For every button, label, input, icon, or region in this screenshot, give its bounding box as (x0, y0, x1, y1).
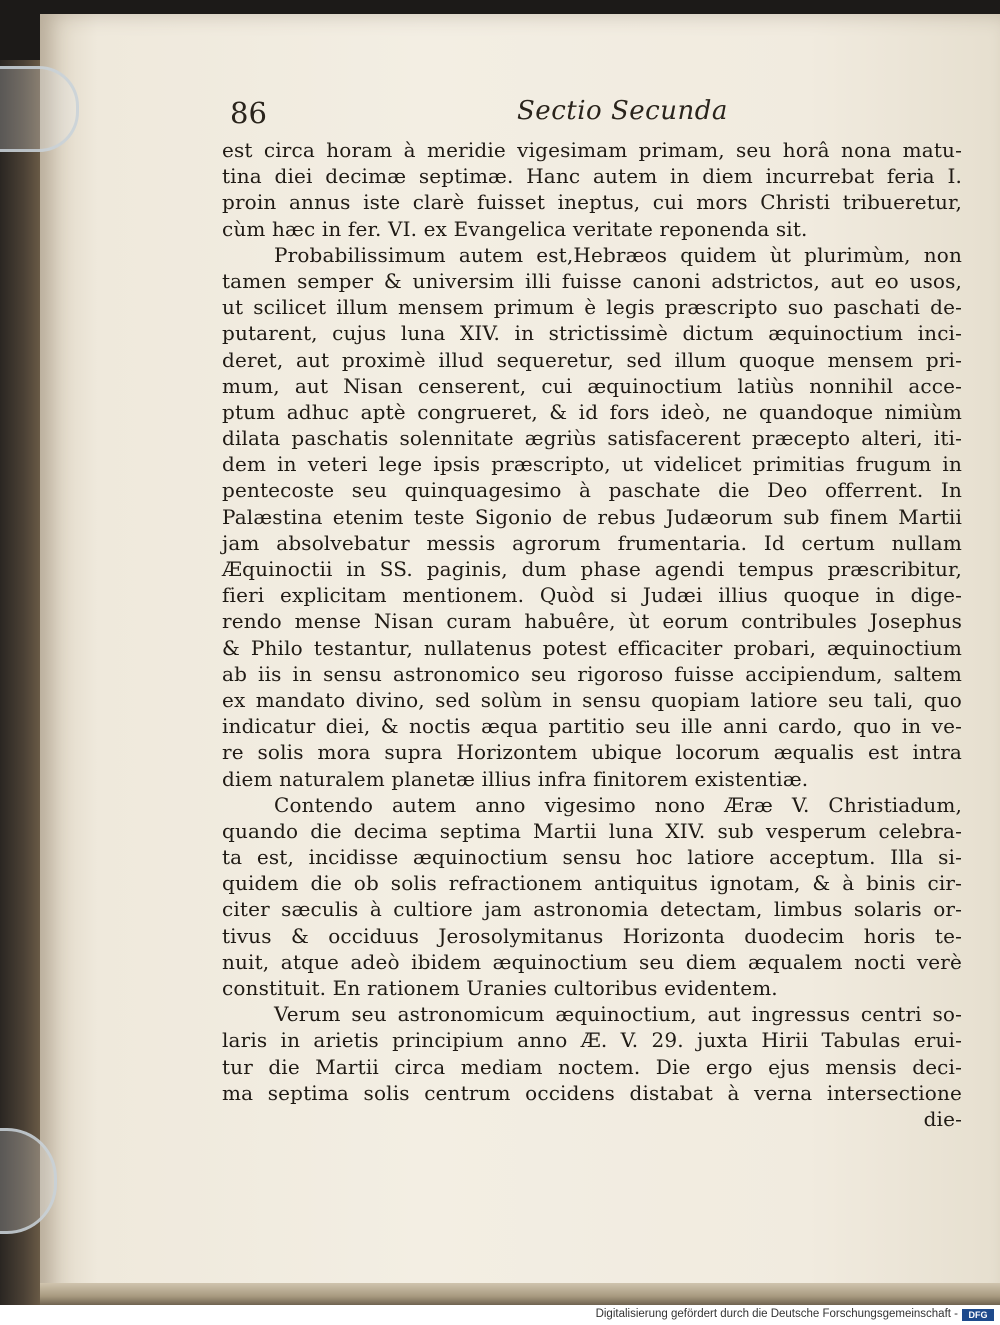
text-line: proin annus iste clarè fuisset ineptus, cui mors Christi tribueretur, (222, 190, 962, 215)
text-line: deret, aut proximè illud sequeretur, sed illum quoque mensem pri- (222, 347, 962, 372)
text-line: ptum adhuc aptè congrueret, & id fors ideò, ne quandoque nimiùm (222, 399, 962, 424)
text-line: est circa horam à meridie vigesimam primam, seu horâ nona matu- (222, 138, 962, 162)
text-line: jam absolvebatur messis agrorum frumentaria. Id certum nullam (222, 530, 962, 555)
text-line: Contendo autem anno vigesimo nono Æræ V. Christiadum, (274, 792, 962, 817)
text-line: quando die decima septima Martii luna XIV. sub vesperum celebra- (222, 818, 962, 843)
page-header (230, 94, 960, 138)
text-line: Probabilissimum autem est,Hebræos quidem ùt plurimùm, non (274, 242, 962, 267)
text-line: & Philo testantur, nullatenus potest efficaciter probari, æquinoctium (222, 635, 962, 660)
running-head: Sectio Secunda (517, 96, 728, 126)
text-line: ab iis in sensu astronomico seu rigoroso fuisse accipiendum, saltem (222, 661, 962, 686)
text-line: fieri explicitam mentionem. Quòd si Judæi illius quoque in dige- (222, 583, 962, 608)
dfg-logo: DFG (962, 1309, 994, 1321)
text-line: indicatur diei, & noctis æqua partitio seu ille anni cardo, quo in ve- (222, 714, 962, 739)
catchword: die- (923, 1106, 962, 1131)
text-line: ut scilicet illum mensem primum è legis præscripto suo paschati de- (222, 295, 962, 320)
text-line: re solis mora supra Horizontem ubique locorum æqualis est intra (222, 740, 962, 765)
footer-bar (0, 1305, 1000, 1325)
page-number: 86 (230, 96, 267, 130)
page-bottom-edge (40, 1283, 1000, 1305)
text-line: nuit, atque adeò ibidem æquinoctium seu diem æqualem nocti verè (222, 949, 962, 974)
text-line: rendo mense Nisan curam habuêre, ùt eorum contribules Josephus (222, 609, 962, 634)
text-line: Æquinoctii in SS. paginis, dum phase agendi tempus præscribitur, (222, 557, 962, 581)
text-line: ta est, incidisse æquinoctium sensu hoc latiore acceptum. Illa si- (222, 845, 962, 870)
text-line: tivus & occiduus Jerosolymitanus Horizonta duodecim horis te- (222, 923, 962, 948)
text-line: dilata paschatis solennitate ægriùs satisfacerent præcepto alteri, iti- (222, 426, 962, 451)
text-line: putarent, cujus luna XIV. in strictissimè dictum æquinoctium inci- (222, 321, 962, 346)
text-line: tina diei decimæ septimæ. Hanc autem in diem incurrebat feria I. (222, 164, 962, 189)
body-text (222, 137, 962, 1132)
text-line: ex mandato divino, sed solùm in sensu quopiam latiore seu tali, quo (222, 687, 962, 712)
text-line: ma septima solis centrum occidens distabat à verna intersectione (222, 1080, 962, 1105)
text-line: dem in veteri lege ipsis præscripto, ut videlicet primitias frugum in (222, 452, 962, 477)
text-line: Palæstina etenim teste Sigonio de rebus Judæorum sub finem Martii (222, 504, 962, 529)
text-line: mum, aut Nisan censerent, cui æquinoctium latiùs nonnihil acce- (222, 373, 962, 398)
text-line: laris in arietis principium anno Æ. V. 29. juxta Hirii Tabulas erui- (222, 1028, 962, 1053)
text-line: citer sæculis à cultiore jam astronomia detectam, limbus solaris or- (222, 897, 962, 922)
text-line: tamen semper & universim illi fuisse canoni adstrictos, aut eo usos, (222, 268, 962, 293)
text-line: constituit. En rationem Uranies cultoribus evidentem. (222, 976, 778, 1000)
footer-credit: Digitalisierung gefördert durch die Deutsche Forschungsgemeinschaft - (595, 1308, 958, 1320)
text-line: tur die Martii circa mediam noctem. Die ergo ejus mensis deci- (222, 1054, 962, 1079)
page-clip-top (0, 66, 79, 152)
text-line: cùm hæc in fer. VI. ex Evangelica veritate reponenda sit. (222, 216, 808, 241)
text-line: pentecoste seu quinquagesimo à paschate die Deo offerrent. In (222, 478, 962, 503)
text-line: diem naturalem planetæ illius infra finitorem existentiæ. (222, 766, 809, 791)
text-line: quidem die ob solis refractionem antiquitus ignotam, & à binis cir- (222, 871, 962, 896)
text-line: Verum seu astronomicum æquinoctium, aut ingressus centri so- (274, 1002, 962, 1027)
